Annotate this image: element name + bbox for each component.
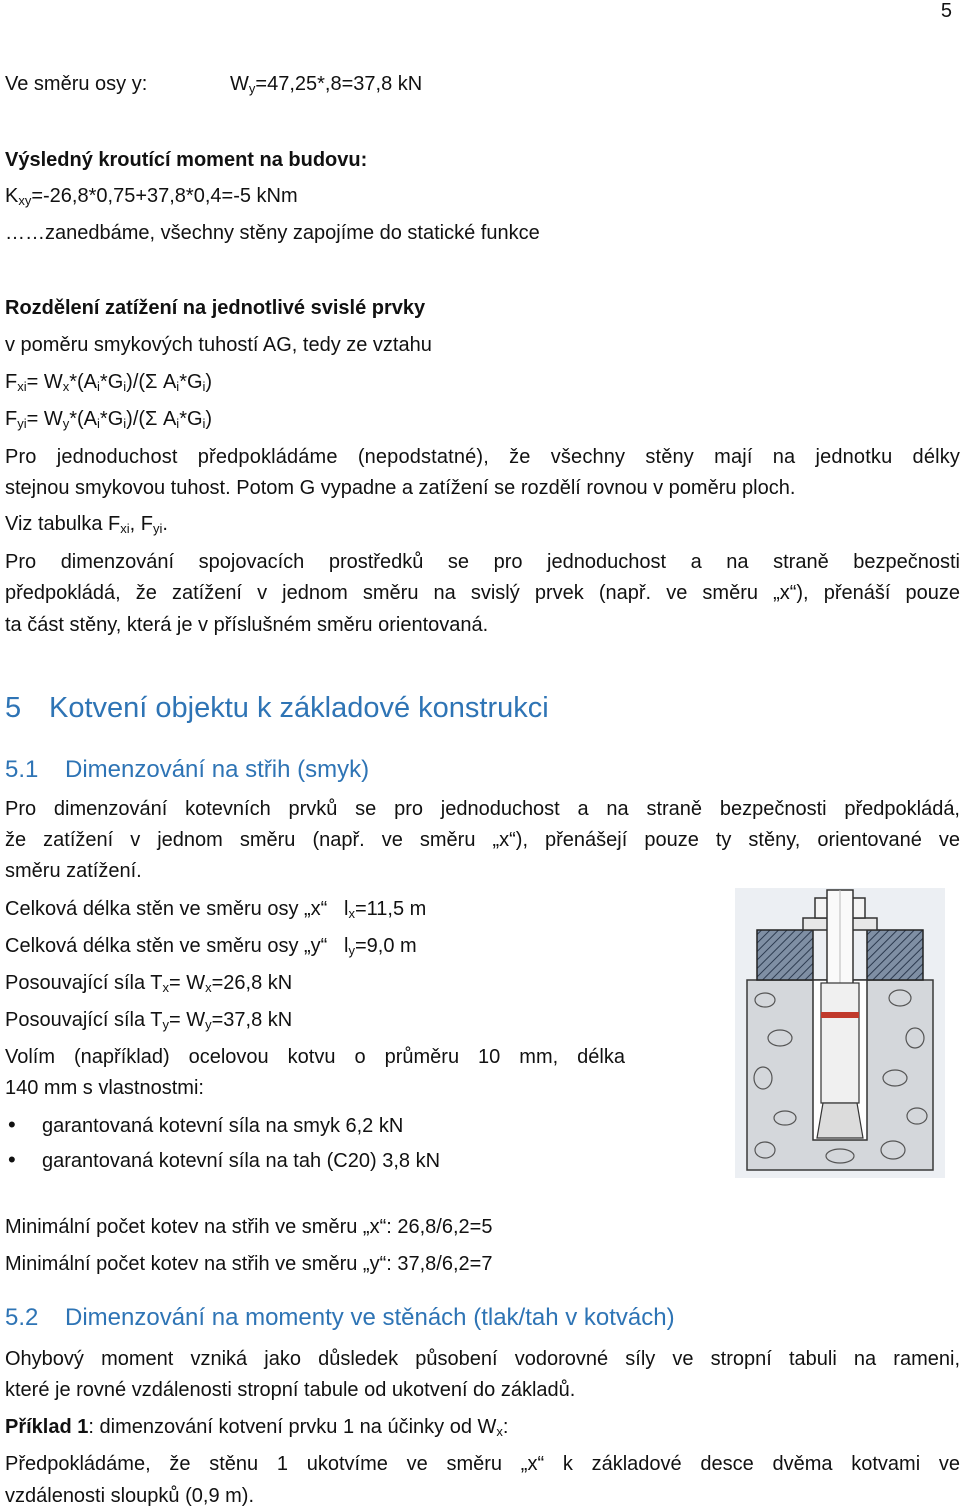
paragraph-1-line-2: stejnou smykovou tuhost. Potom G vypadne a zatížení se rozdělí rovnou v poměru ploch. [5, 477, 796, 499]
page-number: 5 [940, 0, 952, 22]
example-1: Příklad 1: dimenzování kotvení prvku 1 na účinky od $W_x$: [5, 1416, 509, 1439]
section-y-formula: $W_y=47,25*,8=37,8$ kN [230, 73, 423, 96]
bullet-dot: • [8, 1112, 16, 1137]
bullet-tension: garantovaná kotevní síla na tah (C20) 3,8 kN [42, 1150, 441, 1172]
distribution-heading: Rozdělení zatížení na jednotlivé svislé prvky [5, 297, 426, 319]
chapter-heading: 5 Kotvení objektu k základové konstrukci [5, 692, 549, 724]
s52-paragraph-line-1: Ohybový moment vzniká jako důsledek působení vodorovné síly ve stropní tabuli na rameni, [5, 1348, 960, 1370]
s51-paragraph-line-3: směru zatížení. [5, 860, 142, 882]
paragraph-1-line-1: Pro jednoduchost předpokládáme (nepodstatné), že všechny stěny mají na jednotku délky [5, 446, 960, 468]
distribution-line2: v poměru smykových tuhostí AG, tedy ze vztahu [5, 334, 432, 356]
min-anchors-y: Minimální počet kotev na střih ve směru „y“: 37,8/6,2=7 [5, 1253, 493, 1275]
section-y-label: Ve směru osy y: [5, 73, 148, 95]
formula-fxi: $F_{xi}= W_x*(A_i*G_i)/(\Sigma$ $A_i*G_i$) [5, 371, 213, 394]
section-5-2-heading: 5.2 Dimenzování na momenty ve stěnách (tlak/tah v kotvách) [5, 1304, 675, 1331]
length-x: Celková délka stěn ve směru osy „x“ $l_x=11,5$ m [5, 898, 427, 921]
torsion-formula: $K_{xy}=-26,8*0,75+37,8*0,4=-5$ kNm [5, 185, 298, 208]
red-ring [821, 1012, 859, 1018]
torsion-heading: Výsledný kroutící moment na budovu: [5, 149, 368, 171]
paragraph-2-line-1: Pro dimenzování spojovacích prostředků se pro jednoduchost a na straně bezpečnosti [5, 551, 960, 573]
torsion-note: ……zanedbáme, všechny stěny zapojíme do statické funkce [5, 222, 540, 244]
expansion-cone [817, 1103, 863, 1138]
last-paragraph-line-1: Předpokládáme, že stěnu 1 ukotvíme ve směru „x“ k základové desce dvěma kotvami ve [5, 1453, 960, 1475]
length-y: Celková délka stěn ve směru osy „y“ $l_y=9,0$ m [5, 935, 417, 958]
anchor-choice-line-2: 140 mm s vlastnostmi: [5, 1077, 204, 1099]
plate-right [867, 930, 923, 980]
bullet-dot: • [8, 1147, 16, 1172]
anchor-choice-line-1: Volím (například) ocelovou kotvu o průměru 10 mm, délka [5, 1046, 625, 1068]
plate-left [757, 930, 813, 980]
s51-paragraph-line-1: Pro dimenzování kotevních prvků se pro jednoduchost a na straně bezpečnosti předpokládá, [5, 798, 960, 820]
paragraph-2-line-2: předpokládá, že zatížení v jednom směru na svislý prvek (např. ve směru „x“), přenáší pouze [5, 582, 960, 604]
s51-paragraph-line-2: že zatížení v jednom směru (např. ve směru „x“), přenášejí pouze ty stěny, orientované ve [5, 829, 960, 851]
shear-force-y: Posouvající síla $T_y= W_y=37,8$ kN [5, 1009, 293, 1032]
min-anchors-x: Minimální počet kotev na střih ve směru „x“: 26,8/6,2=5 [5, 1216, 493, 1238]
viz-tabulka: Viz tabulka $F_{xi}$, $F_{yi}$. [5, 513, 168, 536]
anchor-illustration [735, 888, 945, 1178]
s52-paragraph-line-2: které je rovné vzdálenosti stropní tabule od ukotvení do základů. [5, 1379, 576, 1401]
section-5-1-heading: 5.1 Dimenzování na střih (smyk) [5, 756, 370, 783]
last-paragraph-line-2: vzdálenosti sloupků (0,9 m). [5, 1485, 255, 1507]
paragraph-2-line-3: ta část stěny, která je v příslušném směru orientovaná. [5, 614, 489, 636]
shear-force-x: Posouvající síla $T_x= W_x=26,8$ kN [5, 972, 293, 995]
formula-fyi: $F_{yi}= W_y*(A_i*G_i)/(\Sigma$ $A_i*G_i$) [5, 408, 213, 431]
anchor-sleeve [821, 983, 859, 1103]
bullet-shear: garantovaná kotevní síla na smyk 6,2 kN [42, 1115, 404, 1137]
